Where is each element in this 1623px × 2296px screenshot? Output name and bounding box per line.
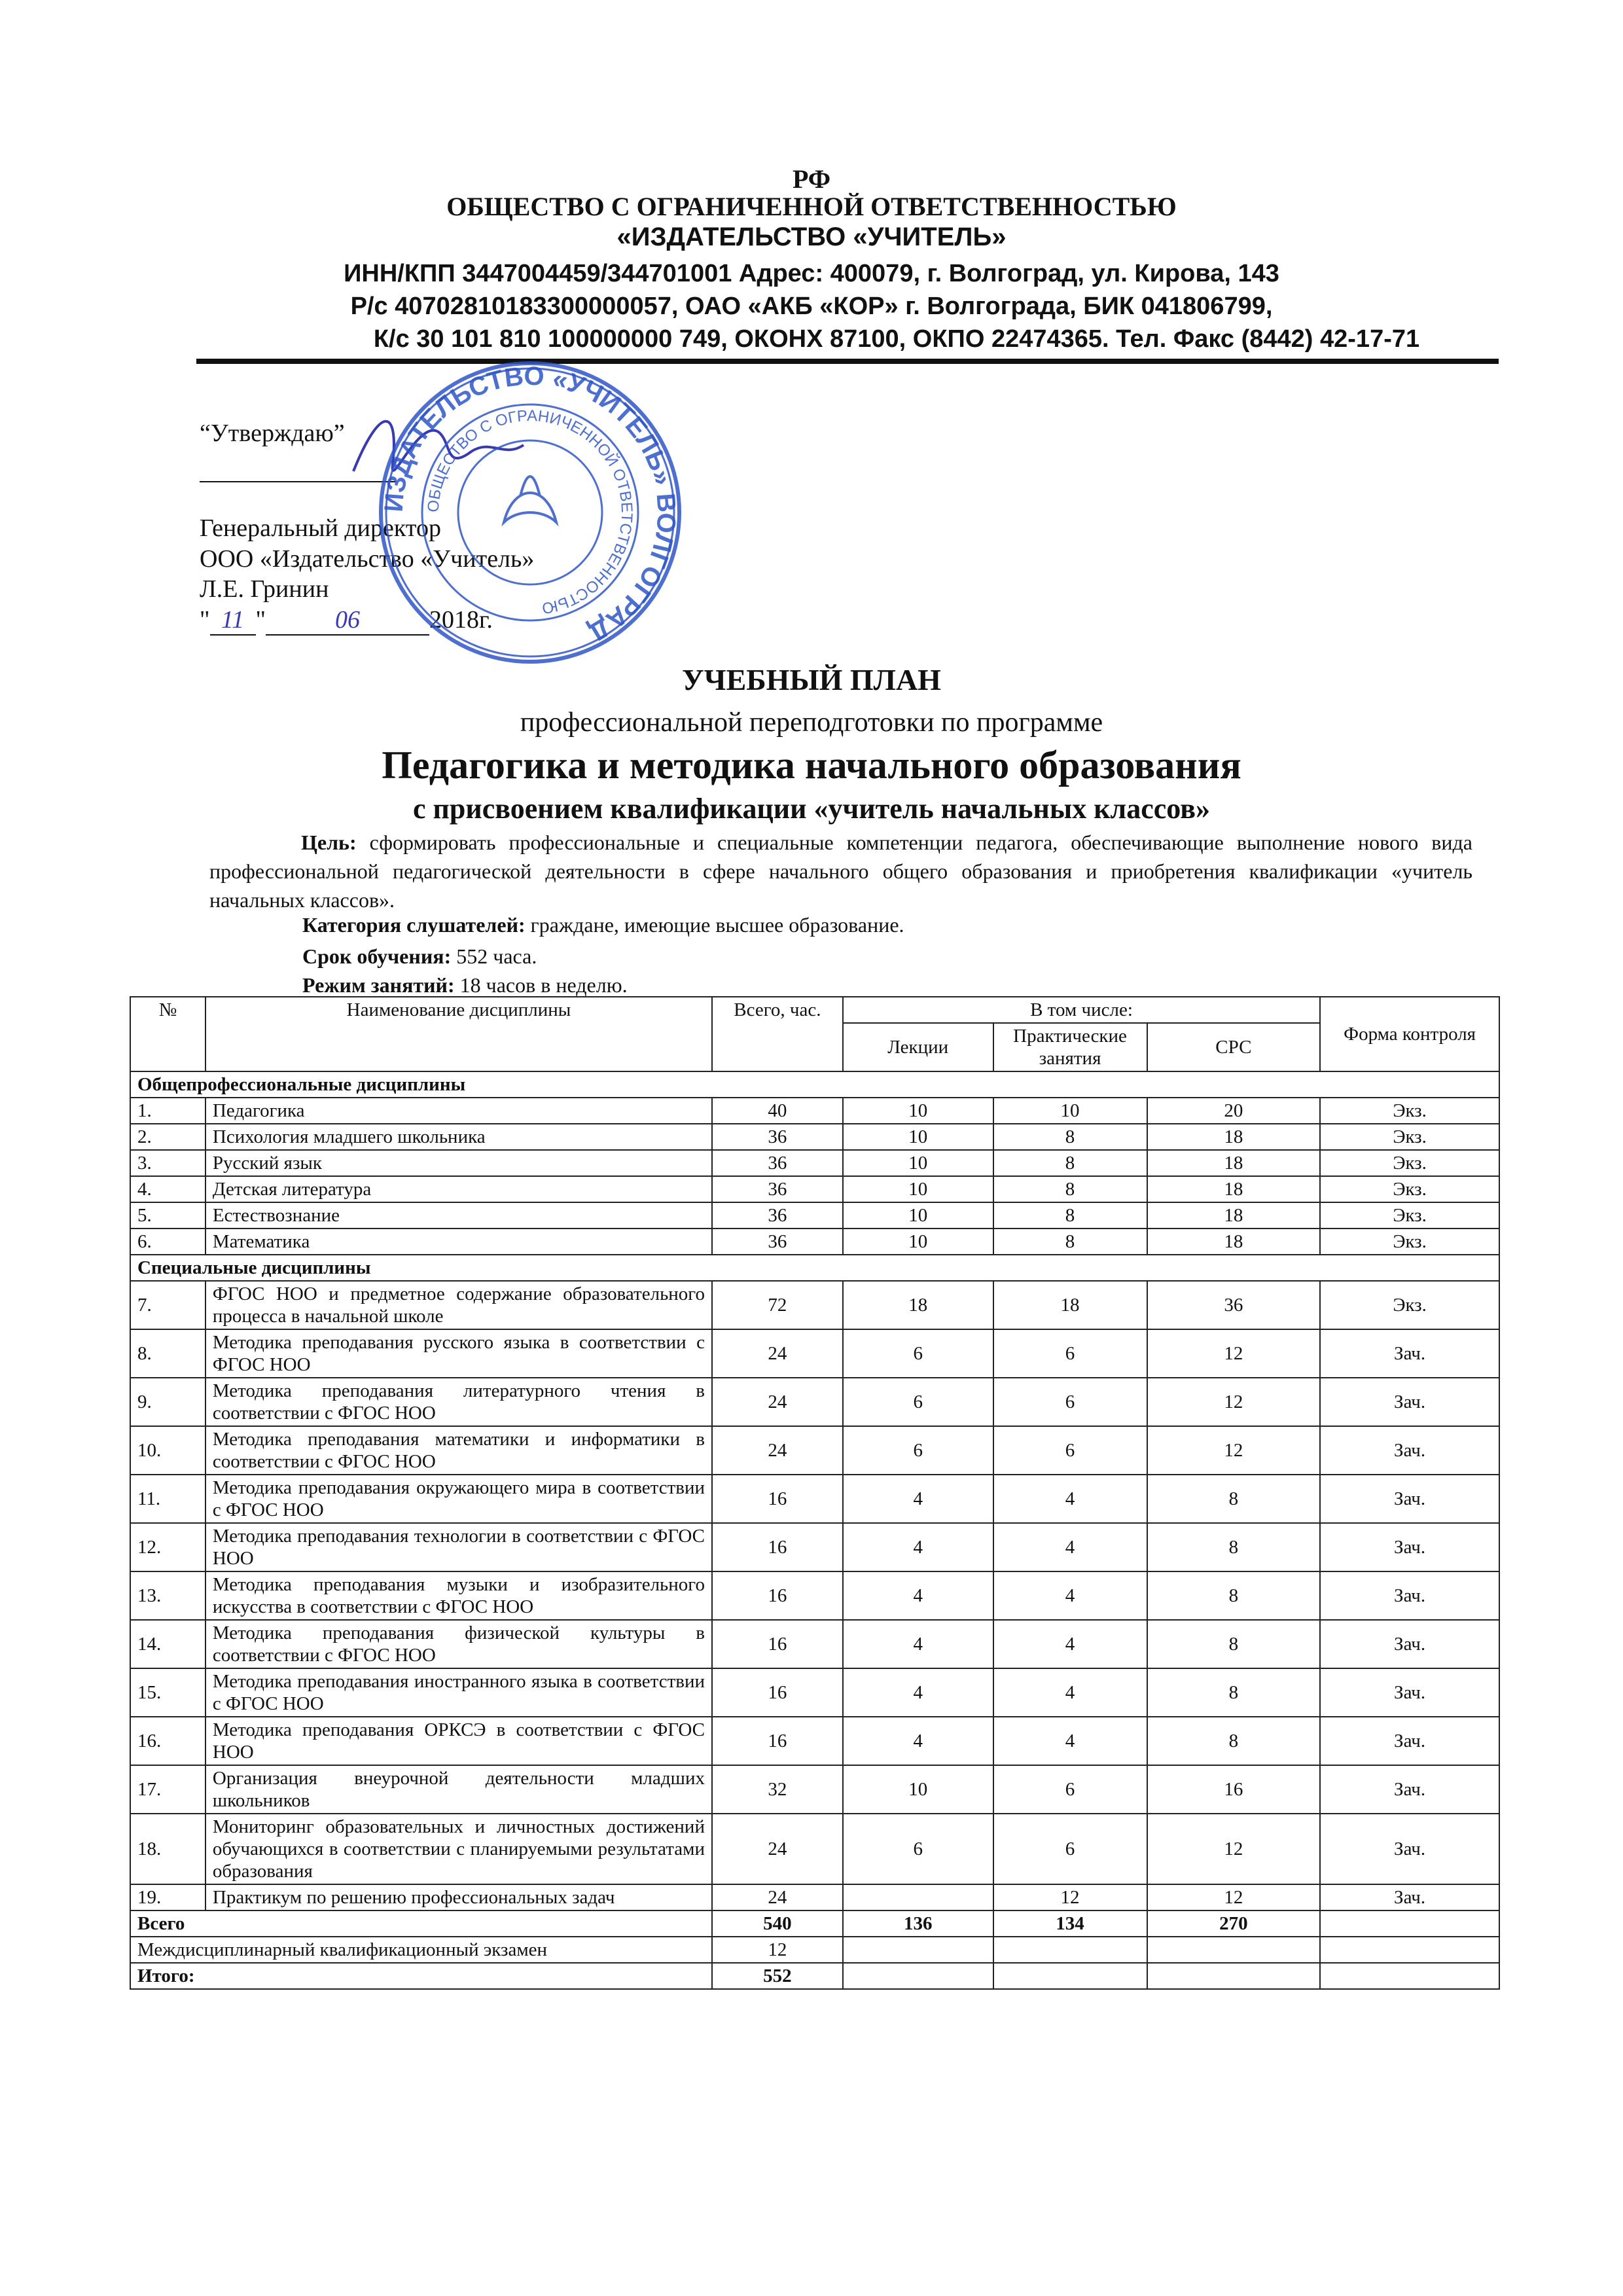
col-practice: Практические занятия: [993, 1023, 1147, 1071]
discipline-name: Методика преподавания математики и информатики в соответствии с ФГОС НОО: [205, 1426, 712, 1475]
discipline-name: Практикум по решению профессиональных задач: [205, 1884, 712, 1910]
discipline-name: Методика преподавания музыки и изобразительного искусства в соответствии с ФГОС НОО: [205, 1571, 712, 1620]
table-row: [130, 1765, 1499, 1814]
col-name: Наименование дисциплины: [205, 997, 712, 1071]
row-number: 18.: [130, 1814, 205, 1884]
hours-practice: 8: [993, 1202, 1147, 1229]
hours-srs: 36: [1147, 1281, 1321, 1329]
control-form: Зач.: [1320, 1571, 1499, 1620]
header-org-type: ОБЩЕСТВО С ОГРАНИЧЕННОЙ ОТВЕТСТВЕННОСТЬЮ: [446, 192, 1177, 221]
hours-lectures: 4: [843, 1620, 993, 1668]
approve-date: " 11 " 06 2018г.: [200, 605, 493, 636]
hours-practice: 8: [993, 1150, 1147, 1176]
hours-total: 24: [712, 1378, 843, 1426]
approve-org: ООО «Издательство «Учитель»: [200, 545, 535, 573]
category-line: Категория слушателей: граждане, имеющие высшее образование.: [302, 913, 904, 937]
hours-total: 36: [712, 1124, 843, 1150]
plan-subtitle: профессиональной переподготовки по программе: [520, 708, 1103, 738]
row-number: 12.: [130, 1523, 205, 1571]
col-incl: В том числе:: [843, 997, 1320, 1023]
hours-srs: 18: [1147, 1202, 1321, 1229]
hours-srs: 12: [1147, 1329, 1321, 1378]
hours-lectures: 6: [843, 1426, 993, 1475]
row-number: 1.: [130, 1098, 205, 1124]
hours-lectures: 6: [843, 1378, 993, 1426]
header-line-1: ИНН/КПП 3447004459/344701001 Адрес: 400079, г. Волгоград, ул. Кирова, 143: [344, 260, 1279, 287]
hours-lectures: 4: [843, 1717, 993, 1765]
total-lectures: 136: [843, 1910, 993, 1937]
row-number: 9.: [130, 1378, 205, 1426]
hours-practice: 8: [993, 1229, 1147, 1255]
hours-practice: 6: [993, 1426, 1147, 1475]
hours-practice: 4: [993, 1717, 1147, 1765]
hours-lectures: 6: [843, 1814, 993, 1884]
date-month: 06: [266, 605, 429, 636]
row-number: 15.: [130, 1668, 205, 1717]
hours-total: 24: [712, 1329, 843, 1378]
table-row: [130, 1329, 1499, 1378]
table-row: [130, 1814, 1499, 1884]
hours-lectures: 10: [843, 1150, 993, 1176]
hours-total: 16: [712, 1571, 843, 1620]
goal-text: Цель: сформировать профессиональные и специальные компетенции педагога, обеспечивающие выполнение нового вида профессиональной педагогической деятельности в сфере начального общего образования и приобретения квалификации «учитель начальных классов».: [209, 831, 1473, 912]
header-org-name: «ИЗДАТЕЛЬСТВО «УЧИТЕЛЬ»: [616, 223, 1007, 251]
discipline-name: Методика преподавания окружающего мира в соответствии с ФГОС НОО: [205, 1475, 712, 1523]
hours-total: 40: [712, 1098, 843, 1124]
hours-srs: 18: [1147, 1124, 1321, 1150]
table-row: [130, 1176, 1499, 1202]
hours-srs: 12: [1147, 1884, 1321, 1910]
row-number: 17.: [130, 1765, 205, 1814]
row-number: 16.: [130, 1717, 205, 1765]
control-form: Экз.: [1320, 1202, 1499, 1229]
discipline-name: Педагогика: [205, 1098, 712, 1124]
svg-text:ИЗДАТЕЛЬСТВО «УЧИТЕЛЬ» ВОЛГОГР: ИЗДАТЕЛЬСТВО «УЧИТЕЛЬ» ВОЛГОГРАД: [379, 361, 681, 647]
table-row: [130, 1098, 1499, 1124]
hours-srs: 8: [1147, 1571, 1321, 1620]
row-number: 4.: [130, 1176, 205, 1202]
hours-lectures: 10: [843, 1098, 993, 1124]
hours-total: 36: [712, 1229, 843, 1255]
hours-practice: 6: [993, 1378, 1147, 1426]
row-number: 3.: [130, 1150, 205, 1176]
discipline-name: Методика преподавания физической культуры в соответствии с ФГОС НОО: [205, 1620, 712, 1668]
row-number: 19.: [130, 1884, 205, 1910]
control-form: Зач.: [1320, 1523, 1499, 1571]
hours-practice: 6: [993, 1765, 1147, 1814]
header-line-2: Р/с 40702810183300000057, ОАО «АКБ «КОР» г. Волгограда, БИК 041806799,: [350, 293, 1273, 320]
control-form: Экз.: [1320, 1281, 1499, 1329]
hours-lectures: [843, 1884, 993, 1910]
hours-srs: 18: [1147, 1176, 1321, 1202]
row-number: 7.: [130, 1281, 205, 1329]
control-form: Экз.: [1320, 1124, 1499, 1150]
hours-lectures: 4: [843, 1475, 993, 1523]
row-number: 5.: [130, 1202, 205, 1229]
hours-lectures: 10: [843, 1124, 993, 1150]
final-hours: 552: [712, 1963, 843, 1989]
hours-practice: 12: [993, 1884, 1147, 1910]
approve-label: “Утверждаю”: [200, 420, 345, 447]
hours-practice: 6: [993, 1329, 1147, 1378]
qualification: с присвоением квалификации «учитель начальных классов»: [413, 793, 1210, 825]
hours-srs: 8: [1147, 1523, 1321, 1571]
row-number: 13.: [130, 1571, 205, 1620]
total-label: Всего: [130, 1910, 712, 1937]
table-row: [130, 1202, 1499, 1229]
hours-srs: 18: [1147, 1150, 1321, 1176]
discipline-name: Детская литература: [205, 1176, 712, 1202]
table-row: [130, 1281, 1499, 1329]
plan-title: УЧЕБНЫЙ ПЛАН: [682, 663, 941, 696]
control-form: Зач.: [1320, 1329, 1499, 1378]
hours-lectures: 4: [843, 1668, 993, 1717]
hours-total: 16: [712, 1717, 843, 1765]
control-form: Зач.: [1320, 1884, 1499, 1910]
company-stamp: [376, 359, 684, 666]
discipline-name: Мониторинг образовательных и личностных достижений обучающихся в соответствии с планируемыми результатами образования: [205, 1814, 712, 1884]
control-form: Экз.: [1320, 1176, 1499, 1202]
section-special: Специальные дисциплины: [130, 1255, 1499, 1281]
hours-practice: 4: [993, 1523, 1147, 1571]
hours-srs: 8: [1147, 1620, 1321, 1668]
discipline-name: Естествознание: [205, 1202, 712, 1229]
svg-text:ОБЩЕСТВО С ОГРАНИЧЕННОЙ ОТВЕТС: ОБЩЕСТВО С ОГРАНИЧЕННОЙ ОТВЕТСТВЕННОСТЬЮ: [424, 406, 636, 618]
table-row: [130, 1620, 1499, 1668]
hours-practice: 4: [993, 1620, 1147, 1668]
final-label: Итого:: [130, 1963, 712, 1989]
discipline-name: Методика преподавания технологии в соответствии с ФГОС НОО: [205, 1523, 712, 1571]
hours-total: 16: [712, 1523, 843, 1571]
hours-total: 32: [712, 1765, 843, 1814]
hours-total: 36: [712, 1202, 843, 1229]
control-form: Зач.: [1320, 1475, 1499, 1523]
mode-line: Режим занятий: 18 часов в неделю.: [302, 973, 628, 997]
hours-srs: 20: [1147, 1098, 1321, 1124]
hours-practice: 8: [993, 1124, 1147, 1150]
approve-position: Генеральный директор: [200, 514, 441, 542]
control-form: Зач.: [1320, 1668, 1499, 1717]
row-number: 2.: [130, 1124, 205, 1150]
control-form: Зач.: [1320, 1426, 1499, 1475]
hours-lectures: 10: [843, 1765, 993, 1814]
row-number: 11.: [130, 1475, 205, 1523]
hours-lectures: 10: [843, 1176, 993, 1202]
discipline-name: Методика преподавания иностранного языка в соответствии с ФГОС НОО: [205, 1668, 712, 1717]
control-form: Зач.: [1320, 1765, 1499, 1814]
curriculum-table: [130, 996, 1500, 1990]
table-row: [130, 1475, 1499, 1523]
discipline-name: Русский язык: [205, 1150, 712, 1176]
hours-lectures: 4: [843, 1523, 993, 1571]
hours-srs: 18: [1147, 1229, 1321, 1255]
hours-srs: 16: [1147, 1765, 1321, 1814]
discipline-name: Организация внеурочной деятельности младших школьников: [205, 1765, 712, 1814]
hours-lectures: 18: [843, 1281, 993, 1329]
hours-total: 36: [712, 1176, 843, 1202]
hours-practice: 6: [993, 1814, 1147, 1884]
col-srs: СРС: [1147, 1023, 1321, 1071]
hours-practice: 4: [993, 1668, 1147, 1717]
col-control: Форма контроля: [1320, 997, 1499, 1071]
total-practice: 134: [993, 1910, 1147, 1937]
hours-total: 24: [712, 1884, 843, 1910]
hours-practice: 18: [993, 1281, 1147, 1329]
hours-srs: 8: [1147, 1668, 1321, 1717]
hours-total: 24: [712, 1814, 843, 1884]
table-row: [130, 1717, 1499, 1765]
hours-practice: 10: [993, 1098, 1147, 1124]
discipline-name: Методика преподавания ОРКСЭ в соответствии с ФГОС НОО: [205, 1717, 712, 1765]
hours-total: 24: [712, 1426, 843, 1475]
table-row: [130, 1426, 1499, 1475]
table-row: [130, 1229, 1499, 1255]
hours-lectures: 10: [843, 1229, 993, 1255]
discipline-name: Математика: [205, 1229, 712, 1255]
hours-total: 72: [712, 1281, 843, 1329]
hours-srs: 12: [1147, 1426, 1321, 1475]
hours-srs: 12: [1147, 1378, 1321, 1426]
hours-total: 16: [712, 1620, 843, 1668]
discipline-name: ФГОС НОО и предметное содержание образовательного процесса в начальной школе: [205, 1281, 712, 1329]
hours-practice: 4: [993, 1571, 1147, 1620]
hours-srs: 8: [1147, 1717, 1321, 1765]
header-line-3: К/с 30 101 810 100000000 749, ОКОНХ 87100, ОКПО 22474365. Тел. Факс (8442) 42-17-71: [373, 325, 1420, 353]
hours-srs: 8: [1147, 1475, 1321, 1523]
table-row: [130, 1523, 1499, 1571]
hours-practice: 4: [993, 1475, 1147, 1523]
hours-total: 16: [712, 1475, 843, 1523]
row-number: 8.: [130, 1329, 205, 1378]
duration-line: Срок обучения: 552 часа.: [302, 944, 537, 968]
control-form: Зач.: [1320, 1814, 1499, 1884]
table-row: [130, 1124, 1499, 1150]
hours-practice: 8: [993, 1176, 1147, 1202]
row-number: 10.: [130, 1426, 205, 1475]
discipline-name: Методика преподавания русского языка в соответствии с ФГОС НОО: [205, 1329, 712, 1378]
table-row: [130, 1884, 1499, 1910]
col-no: №: [130, 997, 205, 1071]
col-lectures: Лекции: [843, 1023, 993, 1071]
control-form: Зач.: [1320, 1717, 1499, 1765]
table-row: [130, 1571, 1499, 1620]
hours-lectures: 6: [843, 1329, 993, 1378]
total-srs: 270: [1147, 1910, 1321, 1937]
header-country: РФ: [792, 164, 831, 194]
program-name: Педагогика и методика начального образования: [382, 744, 1241, 787]
hours-total: 16: [712, 1668, 843, 1717]
row-number: 6.: [130, 1229, 205, 1255]
hours-srs: 12: [1147, 1814, 1321, 1884]
discipline-name: Психология младшего школьника: [205, 1124, 712, 1150]
control-form: Экз.: [1320, 1150, 1499, 1176]
control-form: Экз.: [1320, 1098, 1499, 1124]
control-form: Экз.: [1320, 1229, 1499, 1255]
section-general: Общепрофессиональные дисциплины: [130, 1071, 1499, 1098]
hours-total: 36: [712, 1150, 843, 1176]
control-form: Зач.: [1320, 1620, 1499, 1668]
date-day: 11: [210, 605, 256, 636]
row-number: 14.: [130, 1620, 205, 1668]
table-row: [130, 1668, 1499, 1717]
hours-lectures: 10: [843, 1202, 993, 1229]
exam-label: Междисциплинарный квалификационный экзамен: [130, 1937, 712, 1963]
discipline-name: Методика преподавания литературного чтения в соответствии с ФГОС НОО: [205, 1378, 712, 1426]
exam-hours: 12: [712, 1937, 843, 1963]
table-row: [130, 1150, 1499, 1176]
approve-name: Л.Е. Гринин: [200, 575, 329, 603]
table-row: [130, 1378, 1499, 1426]
total-hours: 540: [712, 1910, 843, 1937]
control-form: Зач.: [1320, 1378, 1499, 1426]
col-total: Всего, час.: [712, 997, 843, 1071]
hours-lectures: 4: [843, 1571, 993, 1620]
